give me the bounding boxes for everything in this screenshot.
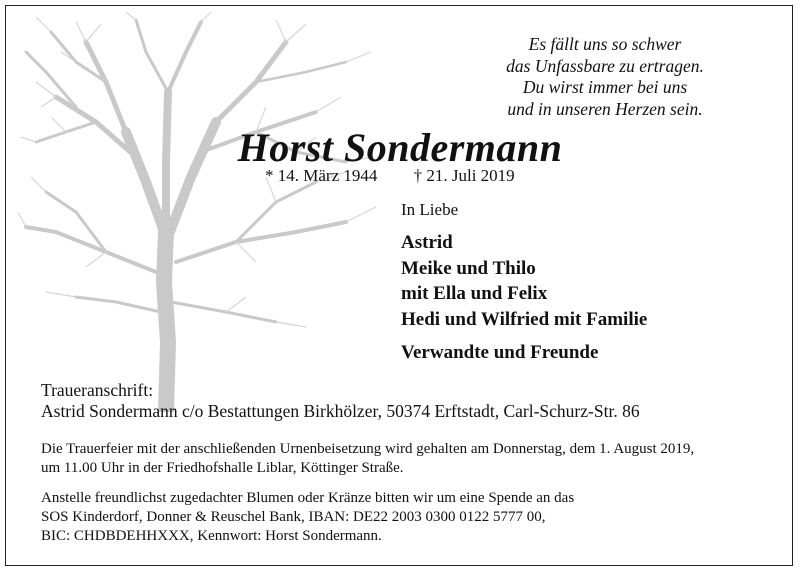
poem-line: und in unseren Herzen sein.	[507, 98, 703, 119]
address-label: Traueranschrift:	[41, 380, 154, 400]
donation-line: BIC: CHDBDEHHXXX, Kennwort: Horst Sondermann.	[41, 528, 382, 544]
mourner-name: mit Ella und Felix	[401, 283, 548, 304]
donation-line: Anstelle freundlichst zugedachter Blumen oder Kränze bitten wir um eine Spende an das	[41, 490, 575, 506]
death-date: † 21. Juli 2019	[413, 166, 515, 185]
deceased-name: Horst Sondermann	[237, 125, 563, 170]
bare-tree-image	[16, 12, 396, 412]
mourners-closing: Verwandte und Freunde	[401, 342, 599, 363]
life-dates	[265, 166, 515, 186]
mourners-intro: In Liebe	[401, 200, 459, 219]
ceremony-line: Die Trauerfeier mit der anschließenden Urnenbeisetzung wird gehalten am Donnerstag, dem 1. August 2019,	[41, 441, 695, 457]
mourner-name: Meike und Thilo	[401, 257, 536, 279]
mourner-name: Astrid	[401, 232, 453, 253]
poem	[440, 34, 770, 120]
mourners-list	[401, 230, 647, 366]
address-line: Astrid Sondermann c/o Bestattungen Birkhölzer, 50374 Erftstadt, Carl-Schurz-Str. 86	[41, 401, 640, 421]
ceremony-line: um 11.00 Uhr in der Friedhofshalle Liblar, Köttinger Straße.	[41, 459, 404, 476]
poem-line: Es fällt uns so schwer	[528, 34, 682, 54]
mourning-address	[41, 380, 640, 422]
donation-line: SOS Kinderdorf, Donner & Reuschel Bank, IBAN: DE22 2003 0300 0122 5777 00,	[41, 509, 546, 525]
mourner-name: Hedi und Wilfried mit Familie	[401, 308, 648, 330]
poem-line: das Unfassbare zu ertragen.	[506, 55, 704, 76]
donation-notice	[41, 489, 574, 546]
birth-date: * 14. März 1944	[265, 166, 378, 185]
poem-line: Du wirst immer bei uns	[522, 77, 688, 97]
ceremony-notice	[41, 440, 694, 477]
